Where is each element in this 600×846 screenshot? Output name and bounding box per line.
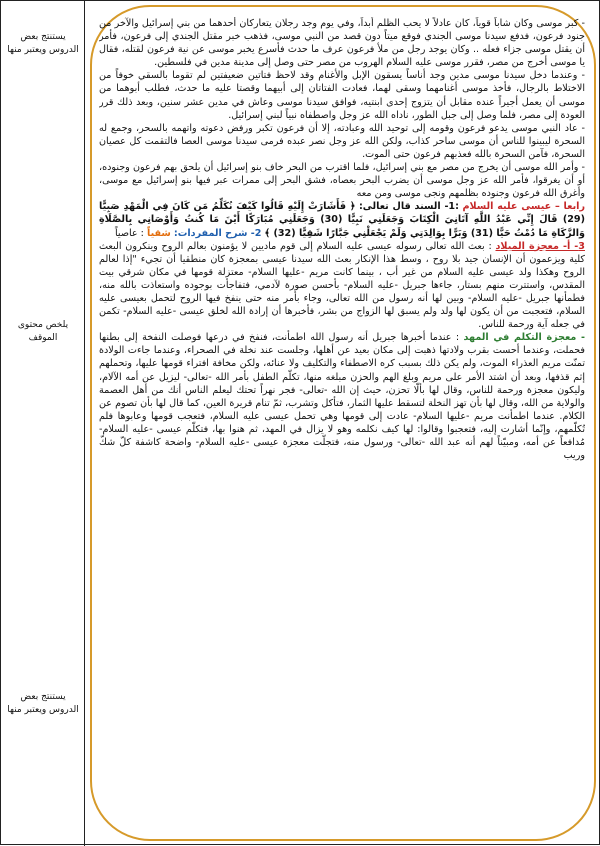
lesson-text <box>99 17 585 832</box>
section-heading-jesus: رابعا – عيسى عليه السلام <box>462 201 585 213</box>
paragraph-cradle-speech <box>99 331 585 462</box>
paragraph-birth-miracle <box>99 240 585 332</box>
vocab-word: شقياً <box>146 227 171 239</box>
margin-note-bottom: يستنتج بعض الدروس ويعتبر منها <box>7 692 79 715</box>
quran-verse: ﴿ فَأَشَارَتْ إِلَيْهِ قَالُوا كَيْفَ نُكَلِّمُ مَن كَانَ فِي الْمَهْدِ صَبِيًّا (29) قَالَ إِنِّي عَبْدُ اللَّهِ آتَانِيَ الْكِتَابَ وَجَعَلَنِي نَبِيًّا (30) وَجَعَلَنِي مُبَارَكًا أَيْنَ مَا كُنتُ وَأَوْصَانِي بِالصَّلَاةِ وَالزَّكَاةِ مَا دُمْتُ حَيًّا (31) وَبَرًّا بِوَالِدَتِي وَلَمْ يَجْعَلْنِي جَبَّارًا شَقِيًّا (32) ﴾ <box>99 201 585 239</box>
margin-note-top: يستنتج بعض الدروس ويعتبر منها <box>7 32 79 55</box>
vocab-meaning: : عاصياً <box>115 227 144 239</box>
paragraph-moses-midian: - وعندما دخل سيدنا موسى مدين وجد أناساً يسقون الإبل والأغنام وقد لاحظ فتاتين ضعيفتين لم تقوما بالسقي خوفاً من الاختلاط بالرجال، فأخذ موسى أغنامهما وسقى لهما، فعادت الفتاتان إلى أبيهما وقصتا عليه ما حدث، فطلب أبوهما من موسى أن يعمل أجيراً عنده مقابل أن يتزوج إحدى ابنتيه، فوافق سيدنا موسى وعاش في مدين عشر سنين، وبعد ذلك قرر العودة إلى مصر، فلما وصل إلى جبل الطور، ناداه الله عز وجل واصطفاه نبياً لبني إسرائيل. <box>99 70 585 121</box>
heading-birth-miracle: 3- أ- معجزة الميلاد <box>495 240 585 252</box>
source-label: :1- السند قال تعالى: <box>358 201 459 213</box>
paragraph-moses-pharaoh: - عاد النبي موسى يدعو فرعون وقومه إلى توحيد الله وعبادته، إلا أن فرعون تكبر ورفض دعوته واتهمه بالسحر، وجمع له السحرة ليبينوا للناس أن موسى ساحر كذاب، ولكن الله عز وجل نصر عبده فرمى سيدنا موسى العصا فالتقمت كل عصيان السحرة، فآمن السحرة بالله فعذبهم فرعون حتى الموت. <box>99 122 585 160</box>
paragraph-moses-sea: - وأمر الله موسى أن يخرج من مصر مع بني إسرائيل، فلما اقترب من البحر خاف بنو إسرائيل أن يلحق بهم فرعون وجنوده، أو أن يغرقوا، فأمر الله عز وجل موسى أن يضرب البحر بعصاه، فشق البحر إلى ممرات عبر فيها بنو إسرائيل مع موسى، وأغرق الله فرعون وجنوده بظلمهم ونجى موسى ومن معه <box>99 162 585 200</box>
margin-note-middle: يلخص محتوى الموقف <box>17 320 69 343</box>
text-birth-miracle: : بعث الله تعالى رسوله عيسى عليه السلام إلى قوم ماديين لا يؤمنون بعالم الروح وينكرون البعث كلية ويزعمون أن الإنسان جيد بلا روح ، وسط هذا الإنكار بعث الله سيدنا عيسى بمعجزة كان منطقيا أن تجيء "إذا لعالم الروح وهكذا ولد عيسى عليه السلام من غير أب ، بينما كانت مريم -عليها السلام- معتزلة قومها في مكان شرقي بيت المقدس، واستترت منهم بستار، جاءها جبريل -عليه السلام- بأحسن صورة لآدمي، فتفاجأت بوجوده واستعاذت بالله منه، فطمأنها جبريل -عليه السلام- وبين لها أنه رسول من الله تعالى، وجاء بأمر منه حتى ينفخ فيها الروح لتحمل بعيسى عليه السلام، فتعجبت من أن يكون لها ولد ولم يسبق لها الزواج من بشر، فأخبرها أن إرادة الله لخلق عيسى -عليه السلام- تكمن في جعله آية ورحمة للناس. <box>99 240 585 331</box>
text-cradle-speech: : عندما أخبرها جبريل أنه رسول الله اطمأنت، فنفخ في درعها فوصلت النفخة إلى بطنها فحملت، وعندما أحست بقرب ولادتها ذهبت إلى مكان بعيد عن أهلها، وجلست عند نخلة في الصحراء، وعندما جاءت الولادة تمنّت مريم العذراء الموت، ولم يكن ذلك بسبب كره الاصطفاء والتكليف ولا عنائه، ولكن مخافة افتراء قومها عليها، وتحملهم إثم قذفها، وبعد أن اشتد الأمر على مريم وبلغ الهم والحزن مبلغه منها، تكلّم الطفل بأمر الله -تعالى- ليزيل عن أمه الآلام، وليكون معجزة ورحمة للناس، وقال لها بألّا تحزن، حيث إن الله -تعالى- فجر نهراً تحتك ليعلم الناس أنك من أهل العصمة والولاية من الله، وقال لها بأن تهز النخلة لتسقط عليها الثمار، فتأكل وتشرب، ثمّ تنام قريرة العين، كما قال لها بأن تصوم عن الكلام. عندما اطمأنت مريم -عليها السلام- عادت إلى قومها وهي تحمل عيسى عليه السلام، فتعجب قومها وعابوها فلم تُكلّمهم، وإنّما أشارت إليه، فتعجبوا وقالوا: لها كيف نكلمه وهو لا يزال في المهد، ثم هنوا بها، فتكلّم عيسى -عليه السلام- مُدافعاً عن أمه، ومبيّناً لهم أنه عبد الله -تعالى- ورسول منه، فتجلّت معجزة عيسى -عليه السلام- واضحة كاشفة كلّ شكّ وريب <box>99 332 585 462</box>
paragraph-moses-flight: - كبر موسى وكان شاباً قوياً، كان عادلاً لا يحب الظلم أبداً، وفي يوم وجد رجلان يتعاركان أحدهما من بني إسرائيل والآخر من جنود فرعون، فدفع سيدنا موسى الجندي فوقع ميتاً دون قصد من النبي موسى، فذهب خبر مقتل الجندي إلى فرعون، فأمر أن يقتل موسى جزاء فعله .. وكان يوجد رجل من ملأ فرعون عرف ما حدث فأسرع يخبر موسى عن نية فرعون لقتله، فقال يا موسى أخرج من مصر، فقرر موسى عليه السلام الهروب من مصر حتى وصل إلى مدينة مدين في فلسطين. <box>99 18 585 69</box>
heading-cradle-speech: - معجزة التكلم في المهد <box>463 332 585 344</box>
margin-notes-column <box>1 1 85 846</box>
vocab-label: 2- شرح المفردات: <box>173 227 262 239</box>
paragraph-jesus-source <box>99 200 585 239</box>
